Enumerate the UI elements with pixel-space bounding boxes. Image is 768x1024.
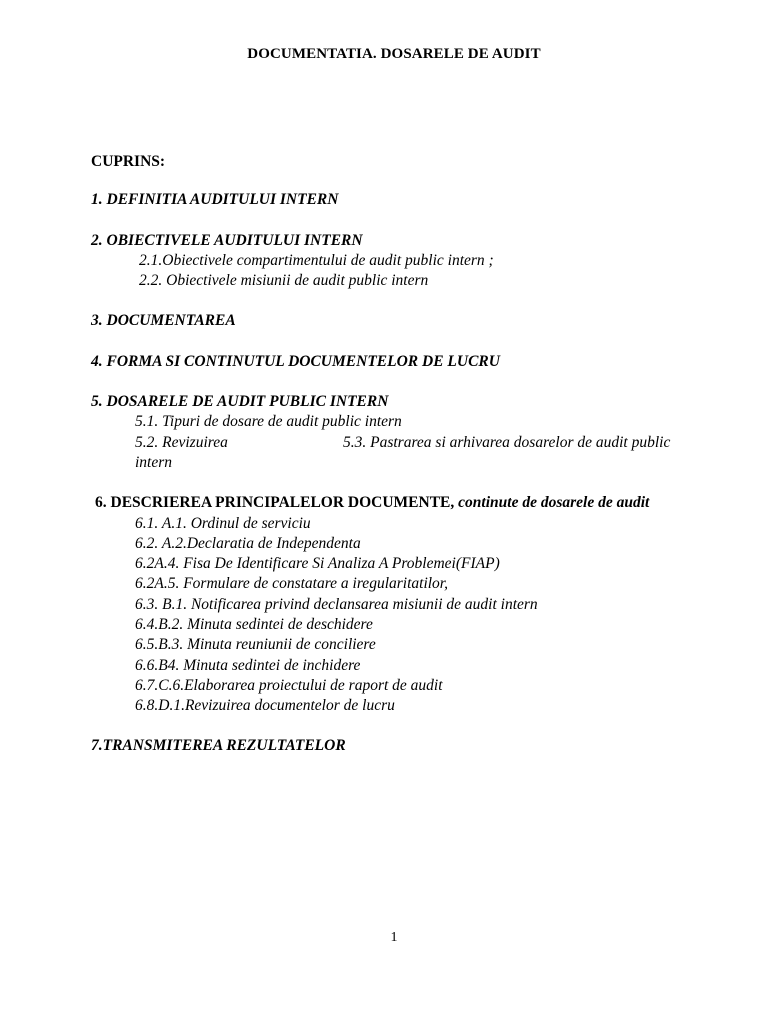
toc-subsection-2-2: 2.2. Obiectivele misiunii de audit public intern [139,272,429,289]
toc-subsection-5-2: 5.2. Revizuirea [135,434,228,451]
toc-subsection-6-item: 6.4.B.2. Minuta sedintei de deschidere [135,616,373,633]
toc-section-3: 3. DOCUMENTAREA [91,312,236,329]
toc-subsection-2-1: 2.1.Obiectivele compartimentului de audit public intern ; [139,252,494,269]
toc-section-6 [95,493,649,513]
toc-section-6-title: 6. DESCRIEREA PRINCIPALELOR DOCUMENTE, [95,494,455,511]
toc-subsection-6-item: 6.8.D.1.Revizuirea documentelor de lucru [135,697,395,714]
toc-subsection-6-item: 6.1. A.1. Ordinul de serviciu [135,515,311,532]
toc-section-5: 5. DOSARELE DE AUDIT PUBLIC INTERN [91,393,389,410]
toc-section-4: 4. FORMA SI CONTINUTUL DOCUMENTELOR DE LUCRU [91,353,500,370]
toc-subsection-6-item: 6.2A.5. Formulare de constatare a iregularitatilor, [135,575,448,592]
toc-heading: CUPRINS: [91,153,166,170]
toc-subsection-6-item: 6.7.C.6.Elaborarea proiectului de raport de audit [135,677,443,694]
toc-subsection-5-1: 5.1. Tipuri de dosare de audit public intern [135,413,402,430]
toc-subsection-5-3: 5.3. Pastrarea si arhivarea dosarelor de audit public [343,434,671,451]
toc-subsection-6-item: 6.6.B4. Minuta sedintei de inchidere [135,657,361,674]
toc-subsection-6-item: 6.2. A.2.Declaratia de Independenta [135,535,361,552]
toc-section-1: 1. DEFINITIA AUDITULUI INTERN [91,191,339,208]
toc-subsection-5-3-continued: intern [135,454,173,471]
toc-subsection-6-item: 6.2A.4. Fisa De Identificare Si Analiza A Problemei(FIAP) [135,555,500,572]
document-title: DOCUMENTATIA. DOSARELE DE AUDIT [247,46,541,62]
toc-section-7: 7.TRANSMITEREA REZULTATELOR [91,737,346,754]
toc-subsection-6-item: 6.5.B.3. Minuta reuniunii de conciliere [135,636,376,653]
toc-section-6-tail: continute de dosarele de audit [454,494,650,511]
toc-section-2: 2. OBIECTIVELE AUDITULUI INTERN [91,232,363,249]
page-number: 1 [390,930,398,945]
toc-subsection-6-item: 6.3. B.1. Notificarea privind declansarea misiunii de audit intern [135,596,538,613]
